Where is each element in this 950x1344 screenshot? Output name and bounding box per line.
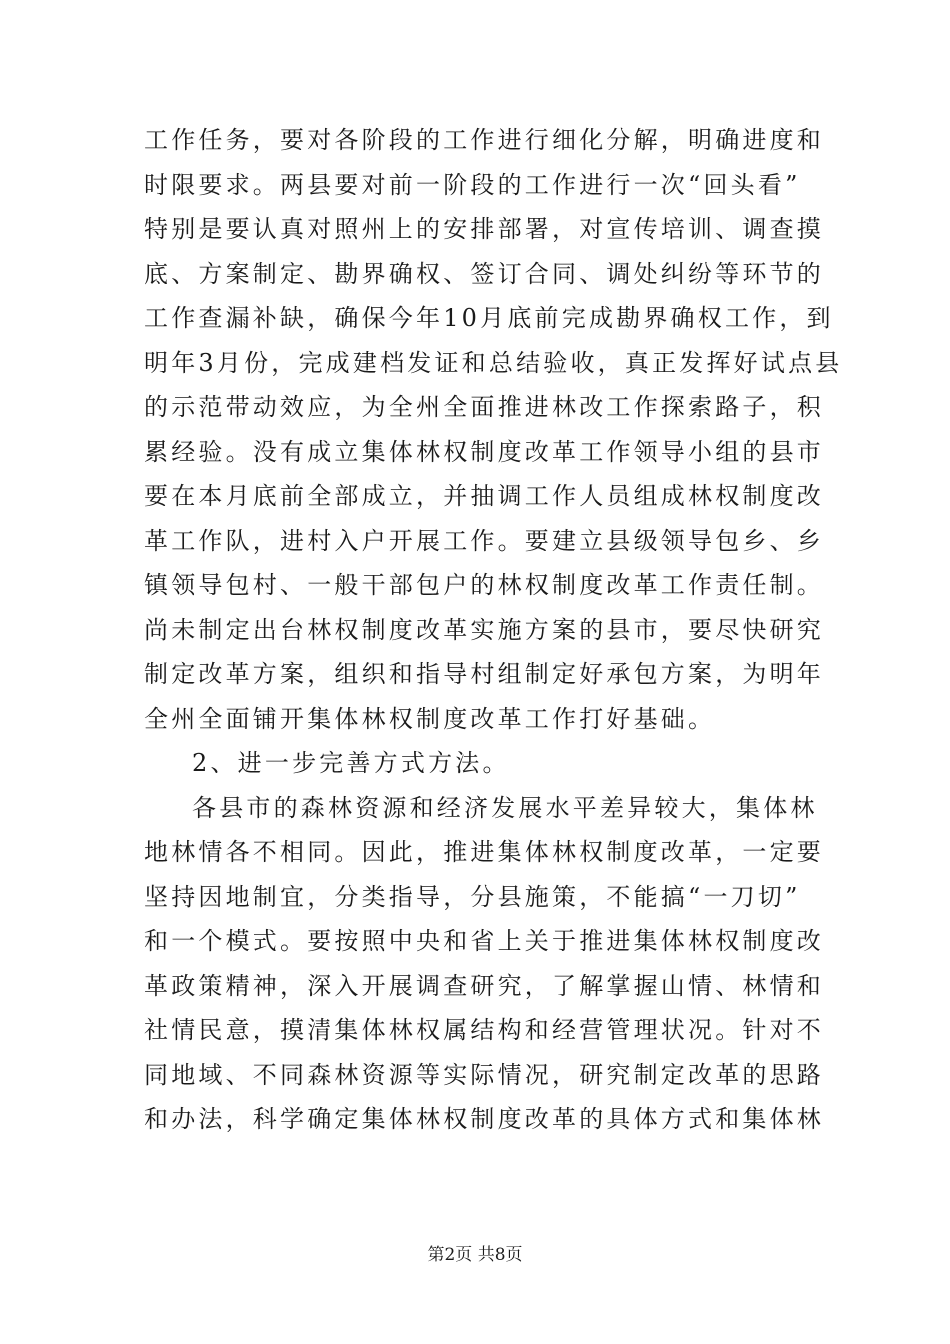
document-body [144,118,843,1142]
text-line: 同地域、不同森林资源等实际情况，研究制定改革的思路 [144,1060,824,1089]
text-line: 和一个模式。要按照中央和省上关于推进集体林权制度改 [144,927,824,955]
text-line: 特别是要认真对照州上的安排部署，对宣传培训、调查摸 [144,215,824,243]
text-line: 工作任务，要对各阶段的工作进行细化分解，明确进度和 [144,126,824,154]
text-line: 社情民意，摸清集体林权属结构和经营管理状况。针对不 [144,1016,824,1044]
text-line: 和办法，科学确定集体林权制度改革的具体方式和集体林 [144,1105,824,1133]
text-line: 制定改革方案，组织和指导村组制定好承包方案，为明年 [144,660,824,688]
text-line: 镇领导包村、一般干部包户的林权制度改革工作责任制。 [144,571,824,599]
text-line: 革工作队，进村入户开展工作。要建立县级领导包乡、乡 [144,526,824,555]
page-number-footer: 第2页 共8页 [427,1245,523,1265]
text-line: 地林情各不相同。因此，推进集体林权制度改革，一定要 [144,838,824,866]
text-line: 要在本月底前全部成立，并抽调工作人员组成林权制度改 [144,482,824,510]
text-line: 的示范带动效应，为全州全面推进林改工作探索路子，积 [144,393,824,421]
section-heading: 2、进一步完善方式方法。 [192,749,510,777]
text-line: 革政策精神，深入开展调查研究，了解掌握山情、林情和 [144,971,824,1000]
text-line: 时限要求。两县要对前一阶段的工作进行一次“回头看” [144,170,801,199]
text-line: 坚持因地制宜，分类指导，分县施策，不能搞“一刀切” [144,882,801,911]
text-line: 工作查漏补缺，确保今年10月底前完成勘界确权工作，到 [144,304,834,332]
text-line: 明年3月份，完成建档发证和总结验收，真正发挥好试点县 [144,348,843,377]
text-line: 底、方案制定、勘界确权、签订合同、调处纠纷等环节的 [144,259,824,288]
text-line: 全州全面铺开集体林权制度改革工作打好基础。 [144,704,716,733]
paragraph-first-line: 各县市的森林资源和经济发展水平差异较大，集体林 [192,793,818,822]
text-line: 累经验。没有成立集体林权制度改革工作领导小组的县市 [144,437,824,466]
text-line: 尚未制定出台林权制度改革实施方案的县市，要尽快研究 [144,615,824,644]
